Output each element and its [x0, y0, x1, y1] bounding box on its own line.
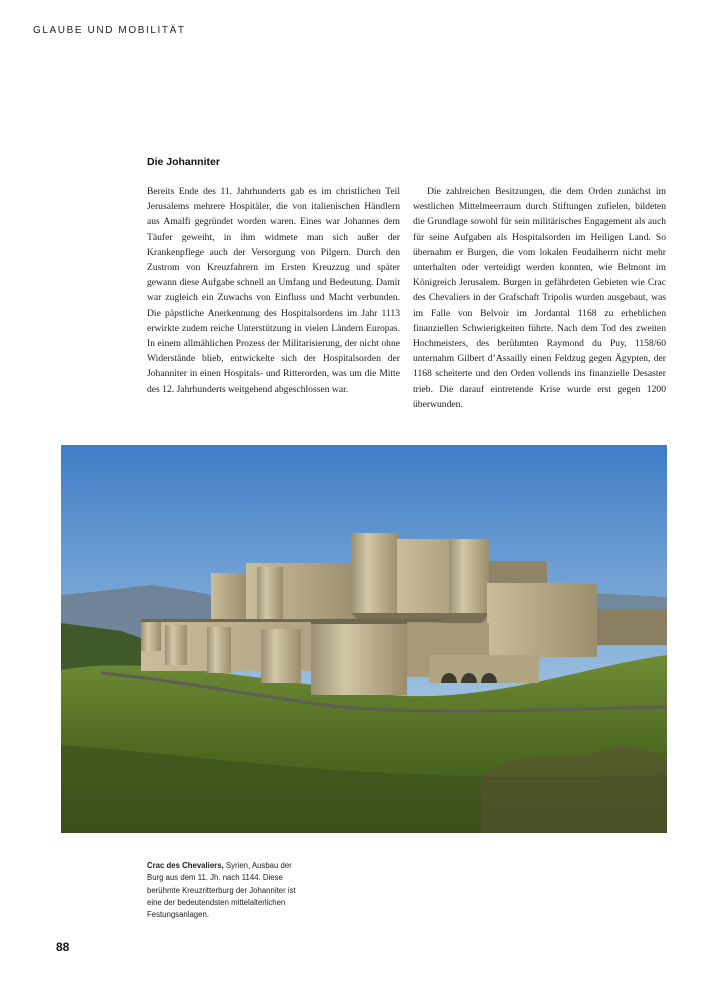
paragraph-right: Die zahlreichen Besitzungen, die dem Orden zunächst im westlichen Mittelmeerraum durch Stiftungen zufielen, bildeten die Grundlage sowohl für sein militärisches Engagement als auch für seine Aufgaben als Hospitalsorden im Heiligen Land. So übernahm er Burgen, die vom lokalen Feudalherrn nicht mehr unterhalten oder verteidigt werden konnten, wie Belmont im Königreich Jerusalem. Burgen in gefährdeten Gebieten wie Crac des Chevaliers in der Grafschaft Tripolis wurden ausgebaut, was im Falle von Belvoir im Jordantal 1168 zu erheblichen finanziellen Schwierigkeiten führte. Nach dem Tod des zweiten Hochmeisters, des berühmten Raymond du Puy, 1158/60 unternahm Gilbert d’Assailly einen Feldzug gegen Ägypten, der 1168 scheiterte und den Orden vollends ins finanzielle Desaster trieb. Die darauf eintretende Krise wurde erst gegen 1200 überwunden. — [413, 186, 666, 410]
text-column-left — [147, 184, 400, 397]
caption-text: Syrien, Ausbau der Burg aus dem 11. Jh. nach 1144. Diese berühmte Kreuzritterburg der Johanniter ist eine der bedeutendsten mittelalterlichen Festungsanlagen. — [147, 861, 296, 920]
running-head: GLAUBE UND MOBILITÄT — [33, 25, 186, 36]
figure-caption — [147, 860, 307, 921]
page-number: 88 — [56, 940, 70, 954]
text-column-right — [413, 184, 666, 412]
paragraph-left: Bereits Ende des 11. Jahrhunderts gab es im christlichen Teil Jerusalems mehrere Hospitäler, die von italienischen Händlern aus Amalfi gegründet worden waren. Eines war Johannes dem Täufer geweiht, in ihm widmete man sich außer der Krankenpflege auch der Versorgung von Pilgern. Durch den Zustrom von Kreuzfahrern im Ersten Kreuzzug und später gewann diese Aufgabe schnell an Umfang und Bedeutung. Damit war zugleich ein Zuwachs von Einfluss und Macht verbunden. Die päpstliche Anerkennung des Hospitalsordens im Jahr 1113 erwirkte zudem reiche Unterstützung in vielen Ländern Europas. In einem allmählichen Prozess der Militarisierung, der nicht ohne Widerstände blieb, entwickelte sich der Hospitalsorden der Johanniter in einen Hospitals- und Ritterorden, was um die Mitte des 12. Jahrhunderts weitgehend abgeschlossen war. — [147, 186, 400, 395]
castle-photo — [61, 445, 667, 833]
caption-title: Crac des Chevaliers, — [147, 861, 224, 870]
section-title: Die Johanniter — [147, 156, 220, 168]
